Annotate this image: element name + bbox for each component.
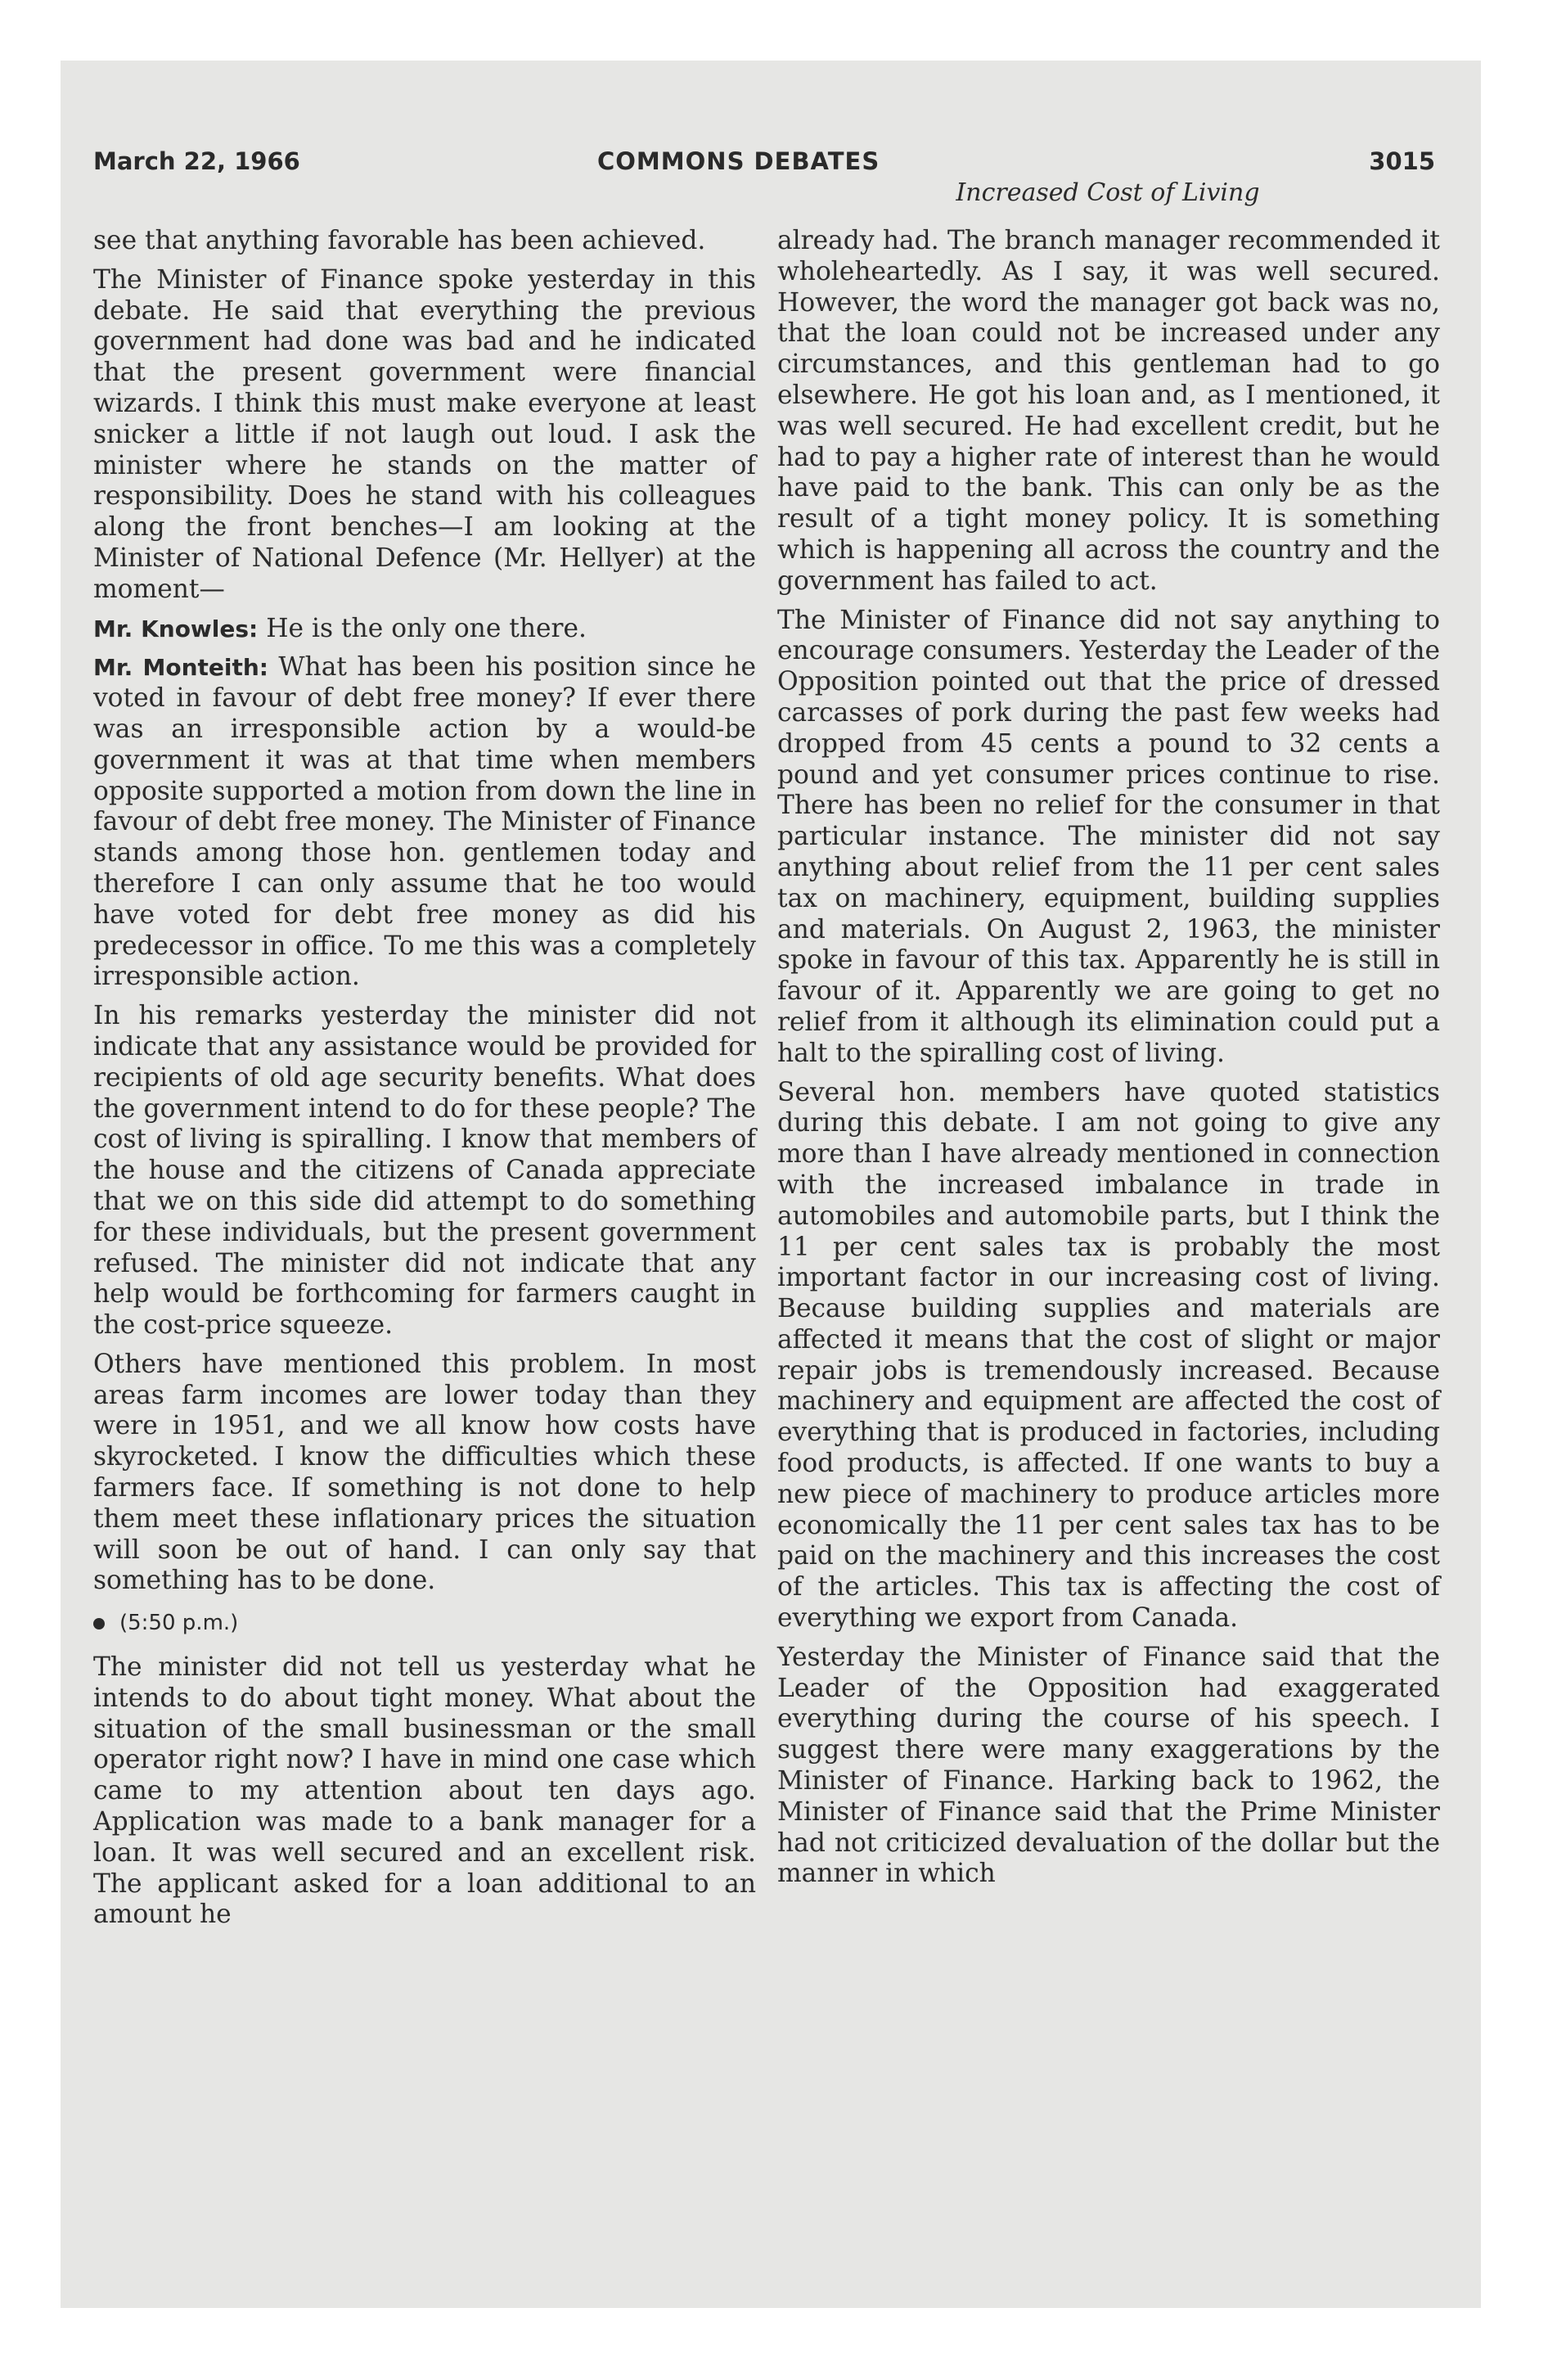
header-date: March 22, 1966 xyxy=(93,147,300,175)
paragraph: Yesterday the Minister of Finance said that the Leader of the Opposition had exaggerated everything during the course of his speech. I suggest there were many exaggerations by the Minister of Finance. Harking back to 1962, the Minister of Finance said that the Prime Minister had not criticized devaluation of the dollar but the manner in which xyxy=(777,1642,1440,1889)
paragraph: Several hon. members have quoted statistics during this debate. I am not going to give any more than I have already mentioned in connection with the increased imbalance in trade in automobiles and automobile parts, but I think the 11 per cent sales tax is probably the most important factor in our increasing cost of living. Because building supplies and materials are affected it means that the cost of slight or major repair jobs is tremendously increased. Because machinery and equipment are affected the cost of everything that is produced in factories, including food products, is affected. If one wants to buy a new piece of machinery to produce articles more economically the 11 per cent sales tax has to be paid on the machinery and this increases the cost of the articles. This tax is affecting the cost of everything we export from Canada. xyxy=(777,1077,1440,1634)
time-stamp xyxy=(93,1608,756,1639)
speaker-name: Mr. Knowles: xyxy=(93,615,259,642)
paragraph: Others have mentioned this problem. In most areas farm incomes are lower today than they were in 1951, and we all know how costs have skyrocketed. I know the difficulties which these farmers face. If something is not done to help them meet these inflationary prices the situation will soon be out of hand. I can only say that something has to be done. xyxy=(93,1349,756,1596)
paragraph: see that anything favorable has been achieved. xyxy=(93,226,706,255)
left-column xyxy=(93,226,756,1939)
paragraph: already had. The branch manager recommended it wholeheartedly. As I say, it was well secured. However, the word the manager got back was no, that the loan could not be increased under any circumstances, and this gentleman had to go elsewhere. He got his loan and, as I mentioned, it was well secured. He had excellent credit, but he had to pay a higher rate of interest than he would have paid to the bank. This can only be as the result of a tight money policy. It is something which is happening all across the country and the government has failed to act. xyxy=(777,226,1440,596)
speaker-paragraph xyxy=(93,614,756,645)
right-column xyxy=(777,226,1440,1898)
paragraph: The Minister of Finance spoke yesterday in this debate. He said that everything the previous government had done was bad and he indicated that the present government were financial wizards. I think this must make everyone at least snicker a little if not laugh out loud. I ask the minister where he stands on the matter of responsibility. Does he stand with his colleagues along the front benches—I am looking at the Minister of National Defence (Mr. Hellyer) at the moment— xyxy=(93,264,756,604)
subject-heading: Increased Cost of Living xyxy=(956,178,1260,207)
speaker-text: What has been his position since he voted in favour of debt free money? If ever there was an irresponsible action by a would-be government it was at that time when members opposite supported a motion from down the line in favour of debt free money. The Minister of Finance stands among those hon. gentlemen today and therefore I can only assume that he too would have voted for debt free money as did his predecessor in office. To me this was a completely irresponsible action. xyxy=(93,652,756,992)
time-stamp-text: (5:50 p.m.) xyxy=(119,1611,239,1636)
speaker-name: Mr. Monteith: xyxy=(93,654,269,682)
paragraph: The minister did not tell us yesterday what he intends to do about tight money. What about the situation of the small businessman or the small operator right now? I have in mind one case which came to my attention about ten days ago. Application was made to a bank manager for a loan. It was well secured and an excellent risk. The applicant asked for a loan additional to an amount he xyxy=(93,1652,756,1930)
bullet-icon xyxy=(93,1618,105,1629)
header-title: COMMONS DEBATES xyxy=(597,147,880,175)
speaker-text: He is the only one there. xyxy=(266,613,587,643)
paragraph: The Minister of Finance did not say anything to encourage consumers. Yesterday the Leader of the Opposition pointed out that the price of dressed carcasses of pork during the past few weeks had dropped from 45 cents a pound to 32 cents a pound and yet consumer prices continue to rise. There has been no relief for the consumer in that particular instance. The minister did not say anything about relief from the 11 per cent sales tax on machinery, equipment, building supplies and materials. On August 2, 1963, the minister spoke in favour of this tax. Apparently he is still in favour of it. Apparently we are going to get no relief from it although its elimination could put a halt to the spiralling cost of living. xyxy=(777,605,1440,1068)
speaker-paragraph xyxy=(93,652,756,993)
paragraph: In his remarks yesterday the minister did not indicate that any assistance would be provided for recipients of old age security benefits. What does the government intend to do for these people? The cost of living is spiralling. I know that members of the house and the citizens of Canada appreciate that we on this side did attempt to do something for these individuals, but the present government refused. The minister did not indicate that any help would be forthcoming for farmers caught in the cost-price squeeze. xyxy=(93,1001,756,1341)
header-page-number: 3015 xyxy=(1369,147,1435,175)
page-header xyxy=(93,142,1435,180)
